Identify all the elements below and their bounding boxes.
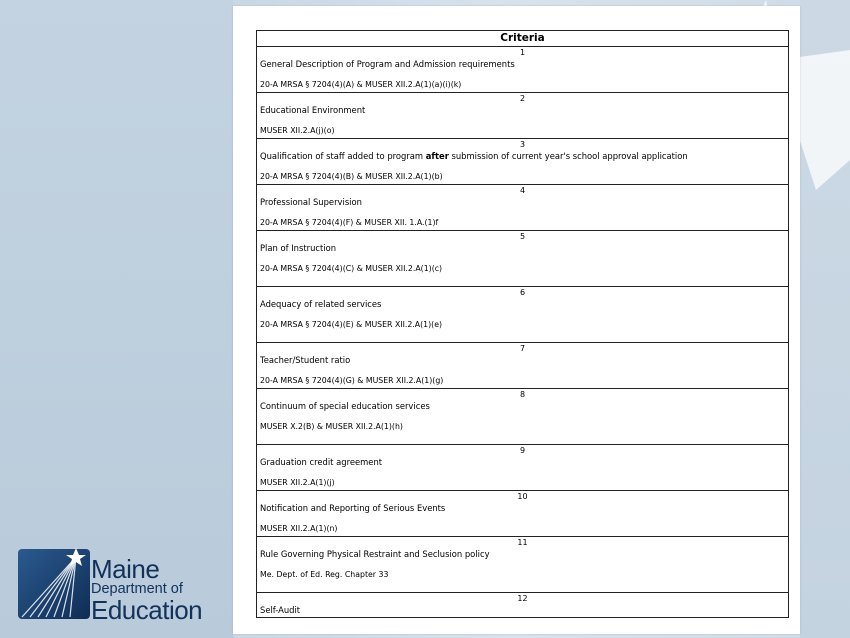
row-number: 7 (519, 344, 526, 353)
maine-doe-logo (18, 547, 230, 625)
criteria-cell (257, 231, 789, 287)
table-header: Criteria (257, 31, 789, 47)
logo-line-education: Education (91, 595, 203, 625)
criteria-cell (257, 287, 789, 343)
criteria-cell (257, 389, 789, 445)
row-title: Adequacy of related services (260, 299, 382, 309)
row-number: 8 (519, 390, 526, 399)
row-title: Plan of Instruction (260, 243, 337, 253)
table-row (257, 47, 789, 93)
table-row (257, 491, 789, 537)
table-row (257, 287, 789, 343)
row-number: 9 (519, 446, 526, 455)
row-number: 5 (519, 232, 526, 241)
row-citation: 20-A MRSA § 7204(4)(C) & MUSER XII.2.A(1)(c) (260, 264, 443, 273)
logo-wordmark (91, 554, 203, 625)
table-row (257, 593, 789, 618)
row-title-part: submission of current year's school approval application (448, 151, 688, 161)
row-citation: 20-A MRSA § 7204(4)(B) & MUSER XII.2.A(1)(b) (260, 172, 443, 181)
row-title-emphasis: after (425, 151, 449, 161)
criteria-cell (257, 185, 789, 231)
logo-line-maine: Maine (91, 554, 160, 584)
table-row (257, 93, 789, 139)
row-citation: 20-A MRSA § 7204(4)(G) & MUSER XII.2.A(1)(g) (260, 376, 444, 385)
row-number: 3 (519, 140, 526, 149)
row-citation: MUSER XII.2.A(1)(n) (260, 524, 338, 533)
row-title: Graduation credit agreement (260, 457, 383, 467)
table-row (257, 343, 789, 389)
row-number: 10 (517, 492, 528, 501)
table-row (257, 231, 789, 287)
logo-emblem-icon (18, 547, 90, 619)
table-row (257, 139, 789, 185)
logo-line-department: Department of (91, 581, 183, 597)
table-row (257, 389, 789, 445)
row-citation: 20-A MRSA § 7204(4)(F) & MUSER XII. 1.A.(1)f (260, 218, 439, 227)
row-number: 2 (519, 94, 526, 103)
criteria-cell (257, 47, 789, 93)
criteria-cell (257, 139, 789, 185)
row-citation: 20-A MRSA § 7204(4)(A) & MUSER XII.2.A(1)(a)(i)(k) (260, 80, 462, 89)
background-left-panel (0, 0, 233, 638)
row-title: Educational Environment (260, 105, 366, 115)
row-number: 6 (519, 288, 526, 297)
row-citation: MUSER XII.2.A(1)(j) (260, 478, 335, 487)
row-title: General Description of Program and Admission requirements (260, 59, 515, 69)
criteria-cell (257, 593, 789, 618)
row-number: 11 (517, 538, 528, 547)
row-title (260, 151, 785, 162)
row-title: Self-Audit (260, 605, 301, 615)
row-title-part: Qualification of staff added to program (260, 151, 426, 161)
criteria-cell (257, 445, 789, 491)
criteria-cell (257, 537, 789, 593)
row-number: 1 (519, 48, 526, 57)
table-row (257, 185, 789, 231)
table-row (257, 537, 789, 593)
document-page (233, 6, 800, 634)
table-header-row (257, 31, 789, 47)
row-citation: 20-A MRSA § 7204(4)(E) & MUSER XII.2.A(1)(e) (260, 320, 443, 329)
row-title: Continuum of special education services (260, 401, 430, 411)
table-row (257, 445, 789, 491)
row-title: Teacher/Student ratio (260, 355, 351, 365)
row-number: 4 (519, 186, 526, 195)
criteria-cell (257, 491, 789, 537)
row-title: Professional Supervision (260, 197, 362, 207)
criteria-table (256, 30, 789, 618)
row-citation: Me. Dept. of Ed. Reg. Chapter 33 (260, 570, 389, 579)
row-citation: MUSER XII.2.A(j)(o) (260, 126, 335, 135)
row-number: 12 (517, 594, 528, 603)
row-title: Notification and Reporting of Serious Events (260, 503, 446, 513)
criteria-cell (257, 93, 789, 139)
row-title: Rule Governing Physical Restraint and Seclusion policy (260, 549, 490, 559)
criteria-cell (257, 343, 789, 389)
row-citation: MUSER X.2(B) & MUSER XII.2.A(1)(h) (260, 422, 403, 431)
